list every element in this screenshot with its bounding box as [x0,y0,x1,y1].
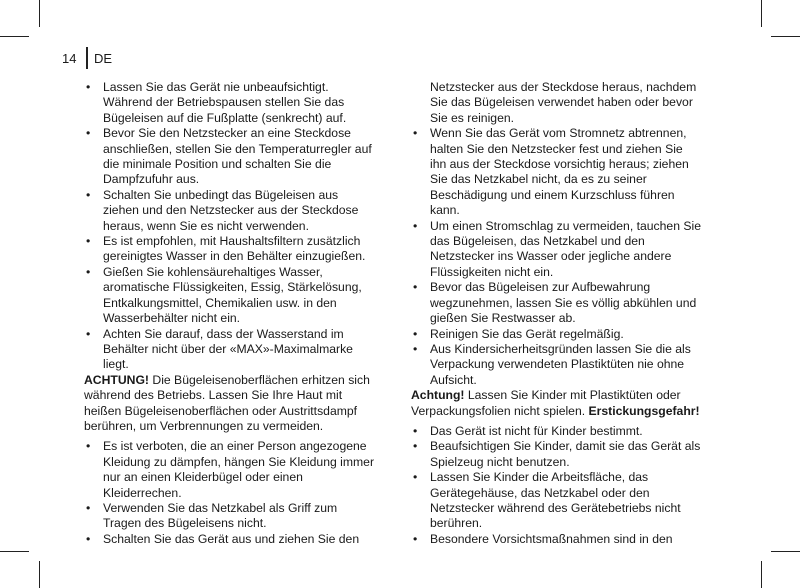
list-item-text: Beaufsichtigen Sie Kinder, damit sie das Gerät als Spielzeug nicht benutzen. [430,439,701,469]
list-item-text: Aus Kindersicherheitsgründen lassen Sie die als Verpackung verwendeten Plastiktüten nie ohne Aufsicht. [430,341,691,387]
bullet-icon: • [86,126,91,141]
right-column [411,80,701,547]
crop-mark [761,561,762,588]
header-divider [86,47,88,69]
bullet-icon: • [413,470,418,485]
bullet-icon: • [86,187,91,202]
bullet-icon: • [86,234,91,249]
bullet-icon: • [413,423,418,438]
bullet-icon: • [86,500,91,515]
warning-paragraph [411,388,701,419]
list-item [411,126,701,218]
crop-mark [771,36,800,37]
bullet-icon: • [413,326,418,341]
list-item-text: Bevor das Bügeleisen zur Aufbewahrung wegzunehmen, lassen Sie es völlig abkühlen und gießen Sie Restwasser ab. [430,280,697,326]
list-item-text: Reinigen Sie das Gerät regelmäßig. [430,326,624,341]
bullet-icon: • [86,326,91,341]
list-item [411,470,701,532]
list-item-text: Das Gerät ist nicht für Kinder bestimmt. [430,423,643,438]
list-item [84,80,374,126]
list-item [411,439,701,470]
list-item-text: Um einen Stromschlag zu vermeiden, tauchen Sie das Bügeleisen, das Netzkabel und den Netzstecker ins Wasser oder jegliche andere Flüssigkeiten nicht ein. [430,218,701,279]
bullet-icon: • [86,264,91,279]
list-item [84,126,374,188]
list-item-text: Es ist empfohlen, mit Haushaltsfiltern zusätzlich gereinigtes Wasser in den Behälter einzugießen. [103,234,366,264]
bullet-icon: • [86,439,91,454]
list-item-text: Es ist verboten, die an einer Person angezogene Kleidung zu dämpfen, hängen Sie Kleidung immer nur an einen Kleiderbügel oder einen Kleiderrechen. [103,439,375,500]
list-item [84,234,374,265]
bullet-icon: • [413,280,418,295]
list-item-text: Lassen Sie das Gerät nie unbeaufsichtigt. Während der Betriebspausen stellen Sie das Bügeleisen auf die Fußplatte (senkrecht) auf. [103,80,347,125]
list-item [84,532,374,547]
warning-paragraph [84,373,374,435]
bullet-icon: • [413,439,418,454]
crop-mark [0,551,29,552]
list-item [84,501,374,532]
crop-mark [761,0,762,27]
safety-list [84,439,374,547]
crop-mark [0,36,29,37]
safety-list [411,424,701,547]
bullet-icon: • [413,341,418,356]
warning-text: Die Bügeleisenoberflächen erhitzen sich während des Betriebs. Lassen Sie Ihre Haut mit heißen Bügeleisenoberflächen oder Austrittsdampf berühren, um Verbrennungen zu vermeiden. [84,372,370,433]
list-item-text: Wenn Sie das Gerät vom Stromnetz abtrennen, halten Sie den Netzstecker fest und ziehen Sie ihn aus der Steckdose vorsichtig heraus; ziehen Sie das Netzkabel nicht, da es zu seiner Beschädigung und einem Kurzschluss führen kann. [430,126,689,218]
crop-mark [39,0,40,27]
bullet-icon: • [86,80,91,94]
list-item [84,188,374,234]
crop-mark [39,561,40,588]
safety-list [411,126,701,388]
list-item [84,265,374,327]
left-column [84,80,374,547]
warning-label: Achtung! [411,388,465,403]
safety-list [84,80,374,373]
list-item-text: Verwenden Sie das Netzkabel als Griff zum Tragen des Bügeleisens nicht. [103,500,338,531]
page-number: 14 [62,50,77,66]
continuation-text: Netzstecker aus der Steckdose heraus, nachdem Sie das Bügeleisen verwendet haben oder bevor Sie es reinigen. [430,80,697,125]
list-item-text: Gießen Sie kohlensäurehaltiges Wasser, aromatische Flüssigkeiten, Essig, Stärkelösung, Entkalkungsmittel, Chemikalien usw. in den Wasserbehälter nicht ein. [103,264,362,326]
list-item [411,219,701,281]
crop-mark [771,551,800,552]
list-item [84,439,374,501]
list-item-text: Schalten Sie das Gerät aus und ziehen Sie den [103,531,360,546]
list-item [411,327,701,342]
list-item-text: Achten Sie darauf, dass der Wasserstand im Behälter nicht über der «MAX»-Maximalmarke liegt. [103,326,353,372]
bullet-icon: • [413,126,418,141]
bullet-icon: • [413,218,418,233]
list-item [411,424,701,439]
list-item [411,342,701,388]
warning-label: ACHTUNG! [84,372,149,387]
warning-emphasis: Erstickungsgefahr! [588,403,700,418]
bullet-icon: • [86,531,91,546]
list-item [411,532,701,547]
list-item-text: Schalten Sie unbedingt das Bügeleisen aus ziehen und den Netzstecker aus der Steckdose heraus, wenn Sie es nicht verwenden. [103,187,359,233]
bullet-icon: • [413,531,418,546]
list-item-text: Besondere Vorsichtsmaßnahmen sind in den [430,531,673,546]
language-label: DE [94,50,113,66]
page-header [62,48,112,68]
list-item [411,280,701,326]
list-item [84,327,374,373]
warning-text: Lassen Sie Kinder mit Plastiktüten oder Verpackungsfolien nicht spielen. [411,388,681,418]
list-item-text: Bevor Sie den Netzstecker an eine Steckdose anschließen, stellen Sie den Temperaturregler auf die minimale Position und schalten Sie die Dampfzufuhr aus. [103,126,372,187]
list-item-text: Lassen Sie Kinder die Arbeitsfläche, das Gerätegehäuse, das Netzkabel oder den Netzstecker während des Gerätebetriebs nicht berühren. [430,470,681,531]
